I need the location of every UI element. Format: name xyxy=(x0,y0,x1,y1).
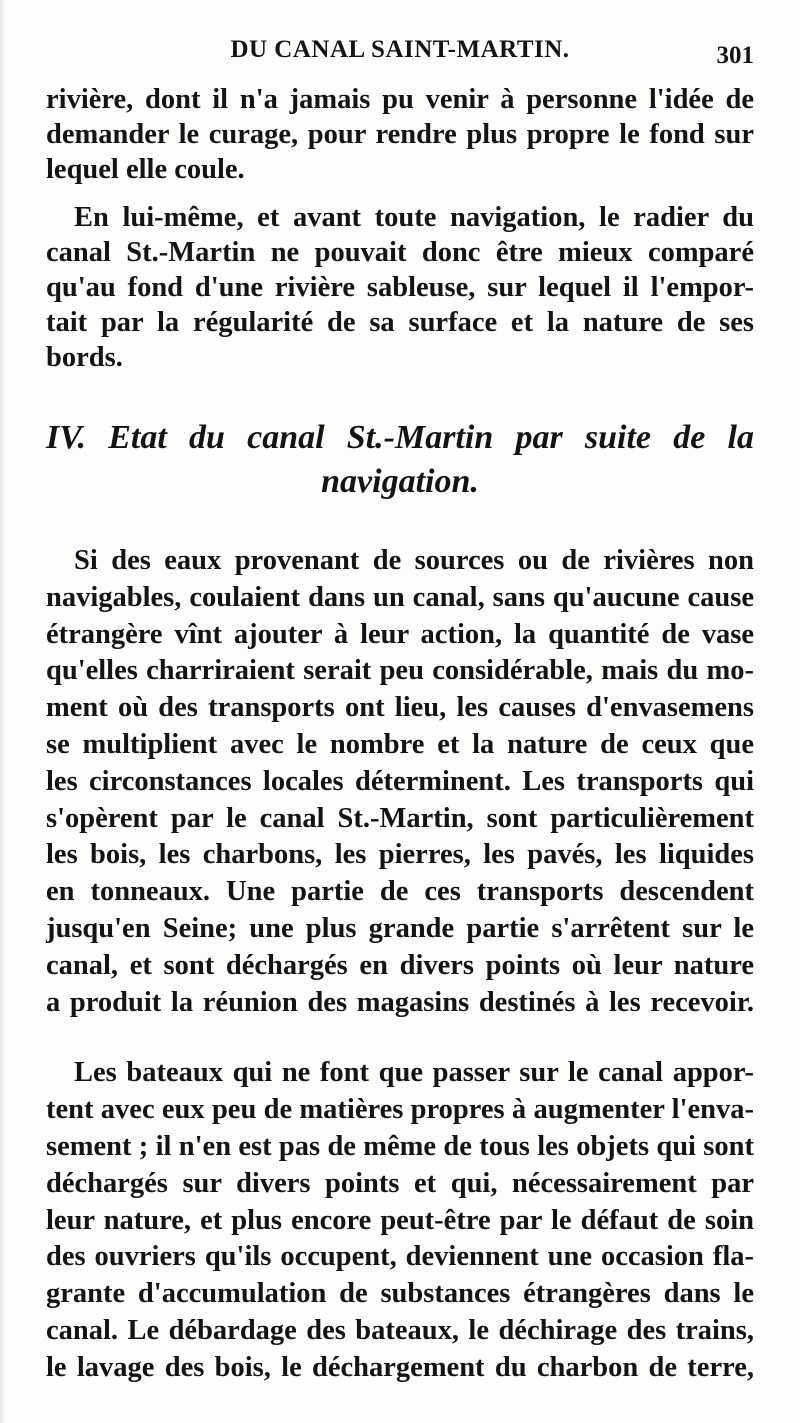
paragraph-radier xyxy=(46,200,754,375)
text-line: le lavage des bois, le déchargement du charbon de terre, xyxy=(46,1352,754,1384)
text-line: qu'au fond d'une rivière sableuse, sur lequel il l'empor- xyxy=(46,272,754,303)
text-line: canal St.-Martin ne pouvait donc être mieux comparé xyxy=(46,237,754,268)
text-line: les circonstances locales déterminent. Les transports qui xyxy=(46,765,754,797)
scan-edge-shadow xyxy=(0,0,6,1423)
text-line: se multiplient avec le nombre et la nature de ceux que xyxy=(46,728,754,760)
text-line: ment où des transports ont lieu, les causes d'envasemens xyxy=(46,692,754,724)
running-title: DU CANAL SAINT-MARTIN. xyxy=(230,36,570,63)
text-line: canal, et sont déchargés en divers points où leur nature xyxy=(46,949,754,981)
text-line: leur nature, et plus encore peut-être par le défaut de soin xyxy=(46,1204,754,1236)
paragraph-continuation xyxy=(46,82,754,187)
text-line: lequel elle coule. xyxy=(46,154,245,185)
text-line: en tonneaux. Une partie de ces transports descendent xyxy=(46,876,754,908)
text-line: s'opèrent par le canal St.-Martin, sont particulièrement xyxy=(46,802,754,834)
section-heading-line: IV. Etat du canal St.-Martin par suite de la xyxy=(46,419,754,456)
text-line: Si des eaux provenant de sources ou de rivières non xyxy=(74,545,754,576)
paragraph-transports xyxy=(46,543,754,1021)
text-line: rivière, dont il n'a jamais pu venir à personne l'idée de xyxy=(46,84,754,115)
text-line: Les bateaux qui ne font que passer sur le canal appor- xyxy=(74,1057,754,1088)
paragraph-bateaux xyxy=(46,1055,754,1387)
text-line: canal. Le débardage des bateaux, le déchirage des trains, xyxy=(46,1315,754,1347)
text-line: étrangère vînt ajouter à leur action, la quantité de vase xyxy=(46,618,754,650)
page-number: 301 xyxy=(716,42,754,69)
text-line: sement ; il n'en est pas de même de tous les objets qui sont xyxy=(46,1130,754,1162)
text-line: bords. xyxy=(46,342,123,373)
section-heading-line: navigation. xyxy=(321,463,479,500)
text-line: a produit la réunion des magasins destinés à les recevoir. xyxy=(46,986,754,1018)
text-line: qu'elles charriraient serait peu considérable, mais du mo- xyxy=(46,655,754,687)
page-header xyxy=(0,36,800,76)
text-line: En lui-même, et avant toute navigation, le radier du xyxy=(74,202,754,233)
section-heading xyxy=(46,416,754,504)
text-line: demander le curage, pour rendre plus propre le fond sur xyxy=(46,119,754,150)
text-line: navigables, coulaient dans un canal, sans qu'aucune cause xyxy=(46,581,754,613)
text-line: déchargés sur divers points et qui, nécessairement par xyxy=(46,1167,754,1199)
text-line: tent avec eux peu de matières propres à augmenter l'enva- xyxy=(46,1093,754,1125)
text-line: les bois, les charbons, les pierres, les pavés, les liquides xyxy=(46,839,754,871)
text-line: jusqu'en Seine; une plus grande partie s'arrêtent sur le xyxy=(46,912,754,944)
text-line: tait par la régularité de sa surface et la nature de ses xyxy=(46,307,754,338)
text-line: grante d'accumulation de substances étrangères dans le xyxy=(46,1278,754,1310)
text-line: des ouvriers qu'ils occupent, deviennent une occasion fla- xyxy=(46,1241,754,1273)
